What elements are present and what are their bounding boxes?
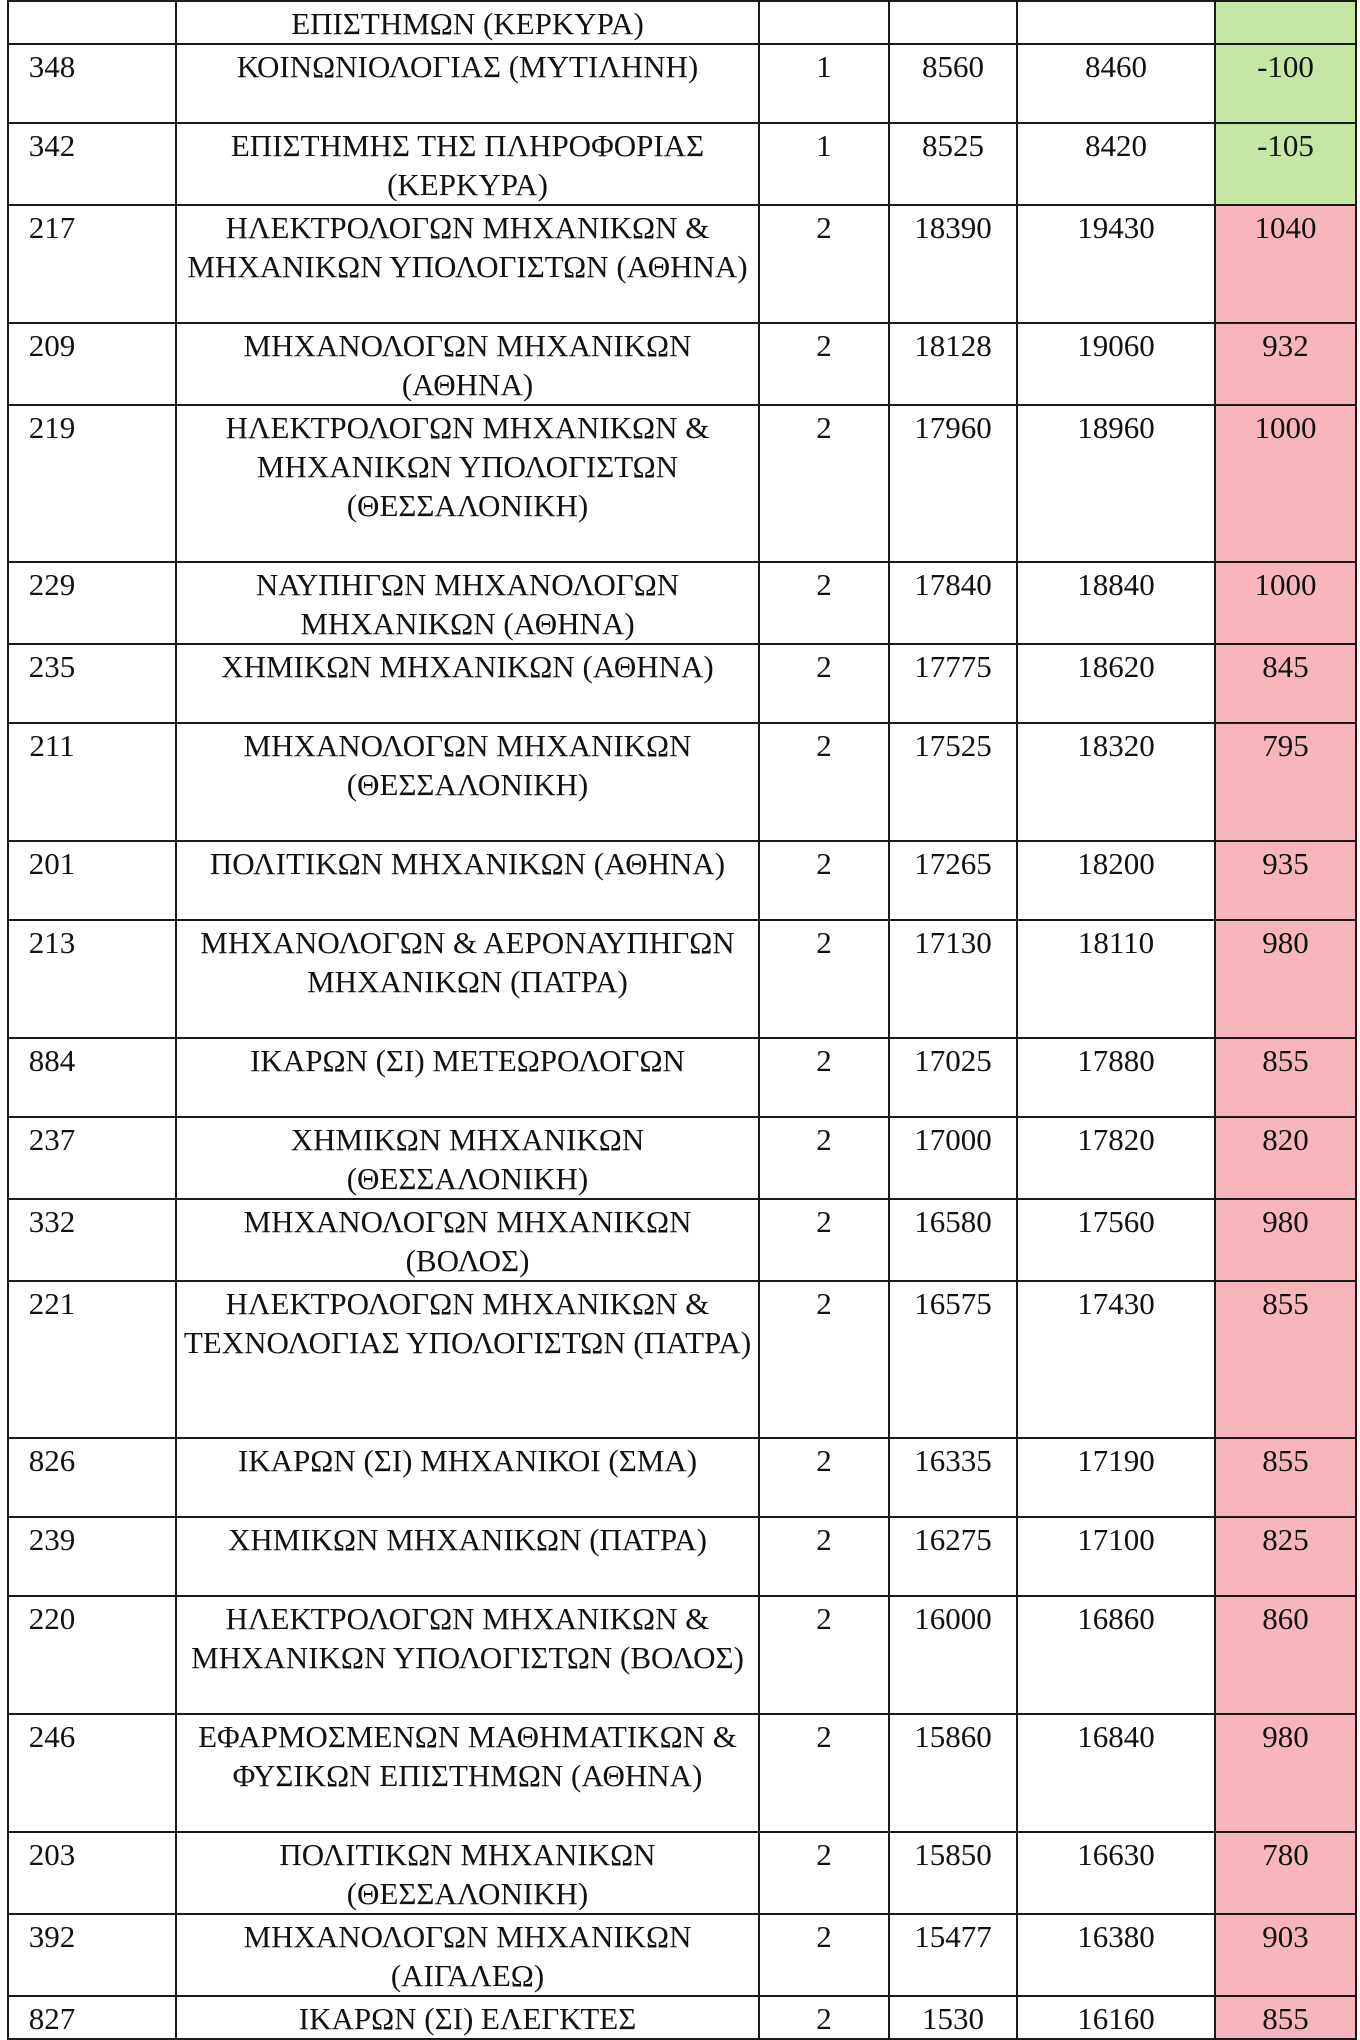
base-current-cell: 8420	[1017, 123, 1215, 205]
base-difference-cell: 935	[1215, 841, 1356, 920]
table-row	[8, 1117, 1356, 1199]
base-current-cell: 16160	[1017, 1996, 1215, 2039]
base-current-cell: 18320	[1017, 723, 1215, 841]
table-row	[8, 562, 1356, 644]
base-current-cell: 18110	[1017, 920, 1215, 1038]
base-difference-cell: 855	[1215, 1281, 1356, 1438]
base-current-cell: 19060	[1017, 323, 1215, 405]
department-name-cell: ΙΚΑΡΩΝ (ΣΙ) ΜΕΤΕΩΡΟΛΟΓΩΝ	[176, 1038, 759, 1117]
base-current-cell: 16840	[1017, 1714, 1215, 1832]
table-row	[8, 1517, 1356, 1596]
base-previous-cell: 18128	[889, 323, 1017, 405]
department-name-cell: ΚΟΙΝΩΝΙΟΛΟΓΙΑΣ (ΜΥΤΙΛΗΝΗ)	[176, 44, 759, 123]
table-row	[8, 123, 1356, 205]
base-difference-cell: -100	[1215, 44, 1356, 123]
department-name-cell: ΝΑΥΠΗΓΩΝ ΜΗΧΑΝΟΛΟΓΩΝ ΜΗΧΑΝΙΚΩΝ (ΑΘΗΝΑ)	[176, 562, 759, 644]
department-name-cell: ΧΗΜΙΚΩΝ ΜΗΧΑΝΙΚΩΝ (ΠΑΤΡΑ)	[176, 1517, 759, 1596]
field-group-cell: 2	[759, 841, 889, 920]
base-previous-cell: 15477	[889, 1914, 1017, 1996]
base-current-cell: 18620	[1017, 644, 1215, 723]
table-row	[8, 1596, 1356, 1714]
admission-bases-table	[7, 0, 1357, 2040]
base-previous-cell: 16575	[889, 1281, 1017, 1438]
base-previous-cell: 17265	[889, 841, 1017, 920]
base-current-cell: 17880	[1017, 1038, 1215, 1117]
department-code-cell: 235	[8, 644, 176, 723]
department-name-cell: ΗΛΕΚΤΡΟΛΟΓΩΝ ΜΗΧΑΝΙΚΩΝ & ΤΕΧΝΟΛΟΓΙΑΣ ΥΠΟΛΟΓΙΣΤΩΝ (ΠΑΤΡΑ)	[176, 1281, 759, 1438]
department-code-cell: 392	[8, 1914, 176, 1996]
base-previous-cell: 17525	[889, 723, 1017, 841]
base-current-cell: 17820	[1017, 1117, 1215, 1199]
base-difference-cell: -105	[1215, 123, 1356, 205]
department-code-cell: 827	[8, 1996, 176, 2039]
department-name-cell: ΧΗΜΙΚΩΝ ΜΗΧΑΝΙΚΩΝ (ΘΕΣΣΑΛΟΝΙΚΗ)	[176, 1117, 759, 1199]
department-name-cell: ΜΗΧΑΝΟΛΟΓΩΝ ΜΗΧΑΝΙΚΩΝ (ΑΘΗΝΑ)	[176, 323, 759, 405]
department-code-cell: 219	[8, 405, 176, 562]
table-row	[8, 1281, 1356, 1438]
department-code-cell: 342	[8, 123, 176, 205]
table-row	[8, 1038, 1356, 1117]
base-previous-cell: 16000	[889, 1596, 1017, 1714]
base-difference-cell: 855	[1215, 1996, 1356, 2039]
table-row	[8, 44, 1356, 123]
field-group-cell: 2	[759, 1117, 889, 1199]
table-row	[8, 1199, 1356, 1281]
department-name-cell: ΜΗΧΑΝΟΛΟΓΩΝ ΜΗΧΑΝΙΚΩΝ (ΒΟΛΟΣ)	[176, 1199, 759, 1281]
base-previous-cell: 17775	[889, 644, 1017, 723]
base-difference-cell: 980	[1215, 1199, 1356, 1281]
department-name-cell: ΙΚΑΡΩΝ (ΣΙ) ΜΗΧΑΝΙΚΟΙ (ΣΜΑ)	[176, 1438, 759, 1517]
base-current-cell: 18200	[1017, 841, 1215, 920]
base-difference-cell: 1040	[1215, 205, 1356, 323]
department-name-cell: ΜΗΧΑΝΟΛΟΓΩΝ ΜΗΧΑΝΙΚΩΝ (ΑΙΓΑΛΕΩ)	[176, 1914, 759, 1996]
table-row	[8, 920, 1356, 1038]
field-group-cell: 2	[759, 405, 889, 562]
base-current-cell: 8460	[1017, 44, 1215, 123]
table-row	[8, 323, 1356, 405]
department-code-cell: 203	[8, 1832, 176, 1914]
base-difference-cell: 932	[1215, 323, 1356, 405]
table-row	[8, 644, 1356, 723]
department-name-cell: ΧΗΜΙΚΩΝ ΜΗΧΑΝΙΚΩΝ (ΑΘΗΝΑ)	[176, 644, 759, 723]
field-group-cell: 1	[759, 44, 889, 123]
department-name-cell: ΗΛΕΚΤΡΟΛΟΓΩΝ ΜΗΧΑΝΙΚΩΝ & ΜΗΧΑΝΙΚΩΝ ΥΠΟΛΟΓΙΣΤΩΝ (ΒΟΛΟΣ)	[176, 1596, 759, 1714]
field-group-cell: 2	[759, 1038, 889, 1117]
base-current-cell: 17190	[1017, 1438, 1215, 1517]
table-row	[8, 1, 1356, 44]
base-previous-cell: 18390	[889, 205, 1017, 323]
table-row	[8, 405, 1356, 562]
department-code-cell: 246	[8, 1714, 176, 1832]
base-difference-cell: 1000	[1215, 562, 1356, 644]
base-previous-cell: 17000	[889, 1117, 1017, 1199]
field-group-cell: 2	[759, 562, 889, 644]
department-code-cell: 211	[8, 723, 176, 841]
base-current-cell: 19430	[1017, 205, 1215, 323]
table-row	[8, 1996, 1356, 2039]
base-current-cell: 17430	[1017, 1281, 1215, 1438]
base-difference-cell: 780	[1215, 1832, 1356, 1914]
department-name-cell: ΜΗΧΑΝΟΛΟΓΩΝ ΜΗΧΑΝΙΚΩΝ (ΘΕΣΣΑΛΟΝΙΚΗ)	[176, 723, 759, 841]
base-current-cell: 16380	[1017, 1914, 1215, 1996]
base-previous-cell: 16580	[889, 1199, 1017, 1281]
field-group-cell: 2	[759, 1596, 889, 1714]
department-code-cell	[8, 1, 176, 44]
field-group-cell: 2	[759, 644, 889, 723]
base-previous-cell: 17025	[889, 1038, 1017, 1117]
department-code-cell: 884	[8, 1038, 176, 1117]
base-previous-cell: 15860	[889, 1714, 1017, 1832]
table-row	[8, 1914, 1356, 1996]
department-name-cell: ΗΛΕΚΤΡΟΛΟΓΩΝ ΜΗΧΑΝΙΚΩΝ & ΜΗΧΑΝΙΚΩΝ ΥΠΟΛΟΓΙΣΤΩΝ (ΘΕΣΣΑΛΟΝΙΚΗ)	[176, 405, 759, 562]
base-difference-cell: 980	[1215, 1714, 1356, 1832]
base-previous-cell: 17130	[889, 920, 1017, 1038]
table-row	[8, 205, 1356, 323]
field-group-cell: 2	[759, 1438, 889, 1517]
base-previous-cell: 16335	[889, 1438, 1017, 1517]
table-body	[8, 1, 1356, 2039]
department-name-cell: ΕΠΙΣΤΗΜΩΝ (ΚΕΡΚΥΡΑ)	[176, 1, 759, 44]
base-difference-cell: 855	[1215, 1038, 1356, 1117]
base-current-cell: 16860	[1017, 1596, 1215, 1714]
field-group-cell: 2	[759, 1281, 889, 1438]
field-group-cell: 2	[759, 323, 889, 405]
table-row	[8, 1714, 1356, 1832]
base-previous-cell	[889, 1, 1017, 44]
base-current-cell: 18960	[1017, 405, 1215, 562]
department-name-cell: ΠΟΛΙΤΙΚΩΝ ΜΗΧΑΝΙΚΩΝ (ΑΘΗΝΑ)	[176, 841, 759, 920]
base-current-cell	[1017, 1, 1215, 44]
base-previous-cell: 17960	[889, 405, 1017, 562]
field-group-cell: 2	[759, 1914, 889, 1996]
base-previous-cell: 16275	[889, 1517, 1017, 1596]
department-code-cell: 239	[8, 1517, 176, 1596]
base-current-cell: 16630	[1017, 1832, 1215, 1914]
department-code-cell: 213	[8, 920, 176, 1038]
field-group-cell: 2	[759, 205, 889, 323]
department-code-cell: 221	[8, 1281, 176, 1438]
base-difference-cell: 903	[1215, 1914, 1356, 1996]
department-name-cell: ΗΛΕΚΤΡΟΛΟΓΩΝ ΜΗΧΑΝΙΚΩΝ & ΜΗΧΑΝΙΚΩΝ ΥΠΟΛΟΓΙΣΤΩΝ (ΑΘΗΝΑ)	[176, 205, 759, 323]
field-group-cell: 2	[759, 1832, 889, 1914]
department-code-cell: 229	[8, 562, 176, 644]
base-previous-cell: 17840	[889, 562, 1017, 644]
department-name-cell: ΠΟΛΙΤΙΚΩΝ ΜΗΧΑΝΙΚΩΝ (ΘΕΣΣΑΛΟΝΙΚΗ)	[176, 1832, 759, 1914]
base-difference-cell: 855	[1215, 1438, 1356, 1517]
base-difference-cell: 980	[1215, 920, 1356, 1038]
department-name-cell: ΜΗΧΑΝΟΛΟΓΩΝ & ΑΕΡΟΝΑΥΠΗΓΩΝ ΜΗΧΑΝΙΚΩΝ (ΠΑΤΡΑ)	[176, 920, 759, 1038]
table-row	[8, 1832, 1356, 1914]
department-code-cell: 826	[8, 1438, 176, 1517]
base-current-cell: 18840	[1017, 562, 1215, 644]
base-current-cell: 17560	[1017, 1199, 1215, 1281]
base-difference-cell: 825	[1215, 1517, 1356, 1596]
department-code-cell: 217	[8, 205, 176, 323]
base-difference-cell: 845	[1215, 644, 1356, 723]
field-group-cell: 1	[759, 123, 889, 205]
base-difference-cell: 820	[1215, 1117, 1356, 1199]
base-previous-cell: 8560	[889, 44, 1017, 123]
department-name-cell: ΕΦΑΡΜΟΣΜΕΝΩΝ ΜΑΘΗΜΑΤΙΚΩΝ & ΦΥΣΙΚΩΝ ΕΠΙΣΤΗΜΩΝ (ΑΘΗΝΑ)	[176, 1714, 759, 1832]
base-difference-cell: 860	[1215, 1596, 1356, 1714]
department-code-cell: 237	[8, 1117, 176, 1199]
field-group-cell: 2	[759, 1517, 889, 1596]
field-group-cell	[759, 1, 889, 44]
field-group-cell: 2	[759, 1996, 889, 2039]
department-name-cell: ΙΚΑΡΩΝ (ΣΙ) ΕΛΕΓΚΤΕΣ	[176, 1996, 759, 2039]
base-current-cell: 17100	[1017, 1517, 1215, 1596]
base-difference-cell: 1000	[1215, 405, 1356, 562]
field-group-cell: 2	[759, 1714, 889, 1832]
base-previous-cell: 8525	[889, 123, 1017, 205]
department-name-cell: ΕΠΙΣΤΗΜΗΣ ΤΗΣ ΠΛΗΡΟΦΟΡΙΑΣ (ΚΕΡΚΥΡΑ)	[176, 123, 759, 205]
field-group-cell: 2	[759, 1199, 889, 1281]
table-row	[8, 841, 1356, 920]
base-previous-cell: 1530	[889, 1996, 1017, 2039]
department-code-cell: 348	[8, 44, 176, 123]
department-code-cell: 201	[8, 841, 176, 920]
department-code-cell: 332	[8, 1199, 176, 1281]
field-group-cell: 2	[759, 723, 889, 841]
base-difference-cell: 795	[1215, 723, 1356, 841]
department-code-cell: 220	[8, 1596, 176, 1714]
base-previous-cell: 15850	[889, 1832, 1017, 1914]
base-difference-cell	[1215, 1, 1356, 44]
table-row	[8, 723, 1356, 841]
field-group-cell: 2	[759, 920, 889, 1038]
department-code-cell: 209	[8, 323, 176, 405]
table-row	[8, 1438, 1356, 1517]
